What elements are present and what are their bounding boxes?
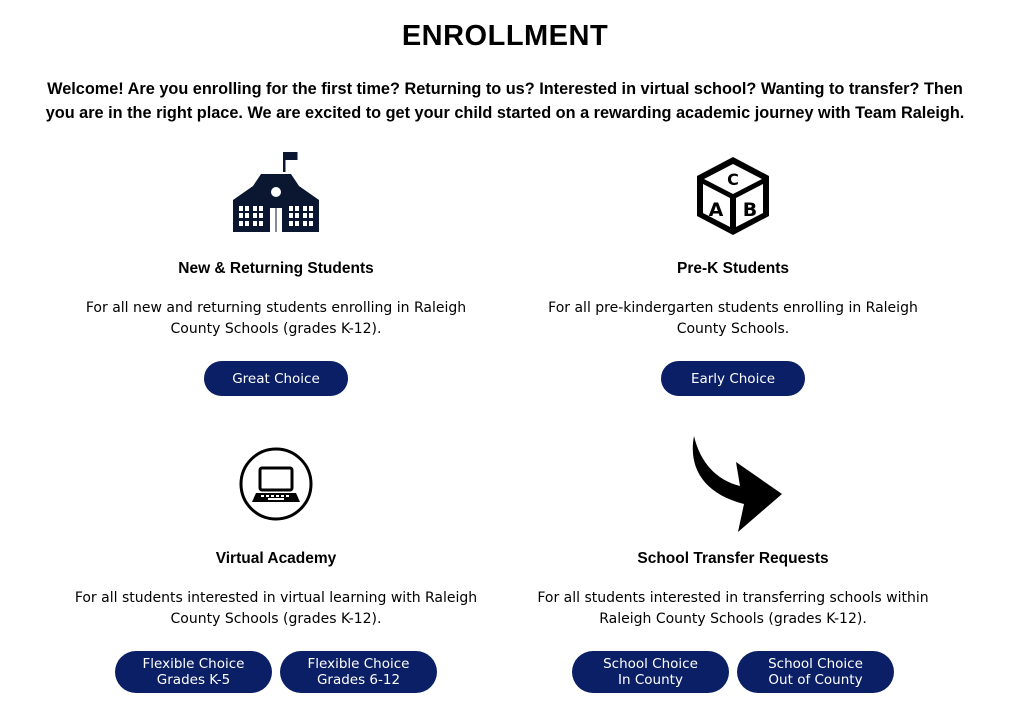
card-heading: Virtual Academy (215, 550, 337, 567)
button-line-2: Grades 6-12 (316, 672, 401, 688)
card-button-row (503, 651, 963, 693)
intro-text: Welcome! Are you enrolling for the first time? Returning to us? Interested in virtual school? Wanting to transfer? Then you are in the right place. We are excited to get your child started on a rewarding academic journey with Team Raleigh. (45, 80, 965, 122)
button-line-1: Flexible Choice (307, 656, 410, 672)
abc-block-icon (693, 154, 773, 238)
svg-text:B: B (742, 199, 758, 221)
card-button-row (46, 651, 506, 693)
card-new-returning (46, 140, 506, 400)
school-choice-in-county-button[interactable] (572, 651, 729, 693)
flexible-choice-k5-button[interactable] (115, 651, 272, 693)
button-line-2: In County (618, 672, 683, 688)
great-choice-button[interactable]: Great Choice (204, 361, 348, 396)
card-description: For all pre-kindergarten students enrolling in Raleigh County Schools. (548, 300, 918, 337)
button-line-2: Out of County (768, 672, 863, 688)
school-choice-out-of-county-button[interactable] (737, 651, 894, 693)
card-button-row (503, 361, 963, 396)
card-virtual-academy (46, 430, 506, 700)
button-line-2: Grades K-5 (156, 672, 231, 688)
button-line-1: Flexible Choice (142, 656, 245, 672)
card-school-transfer (503, 430, 963, 700)
card-heading: Pre-K Students (677, 260, 789, 277)
card-button-row (46, 361, 506, 396)
card-prek (503, 140, 963, 400)
svg-text:C: C (727, 170, 739, 189)
card-description: For all students interested in transferring schools within Raleigh County Schools (grades K-12). (537, 590, 929, 627)
early-choice-button[interactable]: Early Choice (661, 361, 805, 396)
page-title: ENROLLMENT (401, 20, 609, 52)
flexible-choice-6-12-button[interactable] (280, 651, 437, 693)
schoolhouse-icon (231, 150, 321, 234)
card-heading: New & Returning Students (178, 260, 374, 277)
card-description: For all new and returning students enrolling in Raleigh County Schools (grades K-12). (85, 300, 467, 337)
card-description: For all students interested in virtual learning with Raleigh County Schools (grades K-12). (74, 590, 478, 627)
card-heading: School Transfer Requests (637, 550, 829, 567)
curved-arrow-icon (686, 432, 786, 534)
button-line-1: School Choice (768, 656, 863, 672)
svg-text:A: A (708, 199, 724, 221)
laptop-icon (238, 446, 314, 522)
button-line-1: School Choice (603, 656, 698, 672)
